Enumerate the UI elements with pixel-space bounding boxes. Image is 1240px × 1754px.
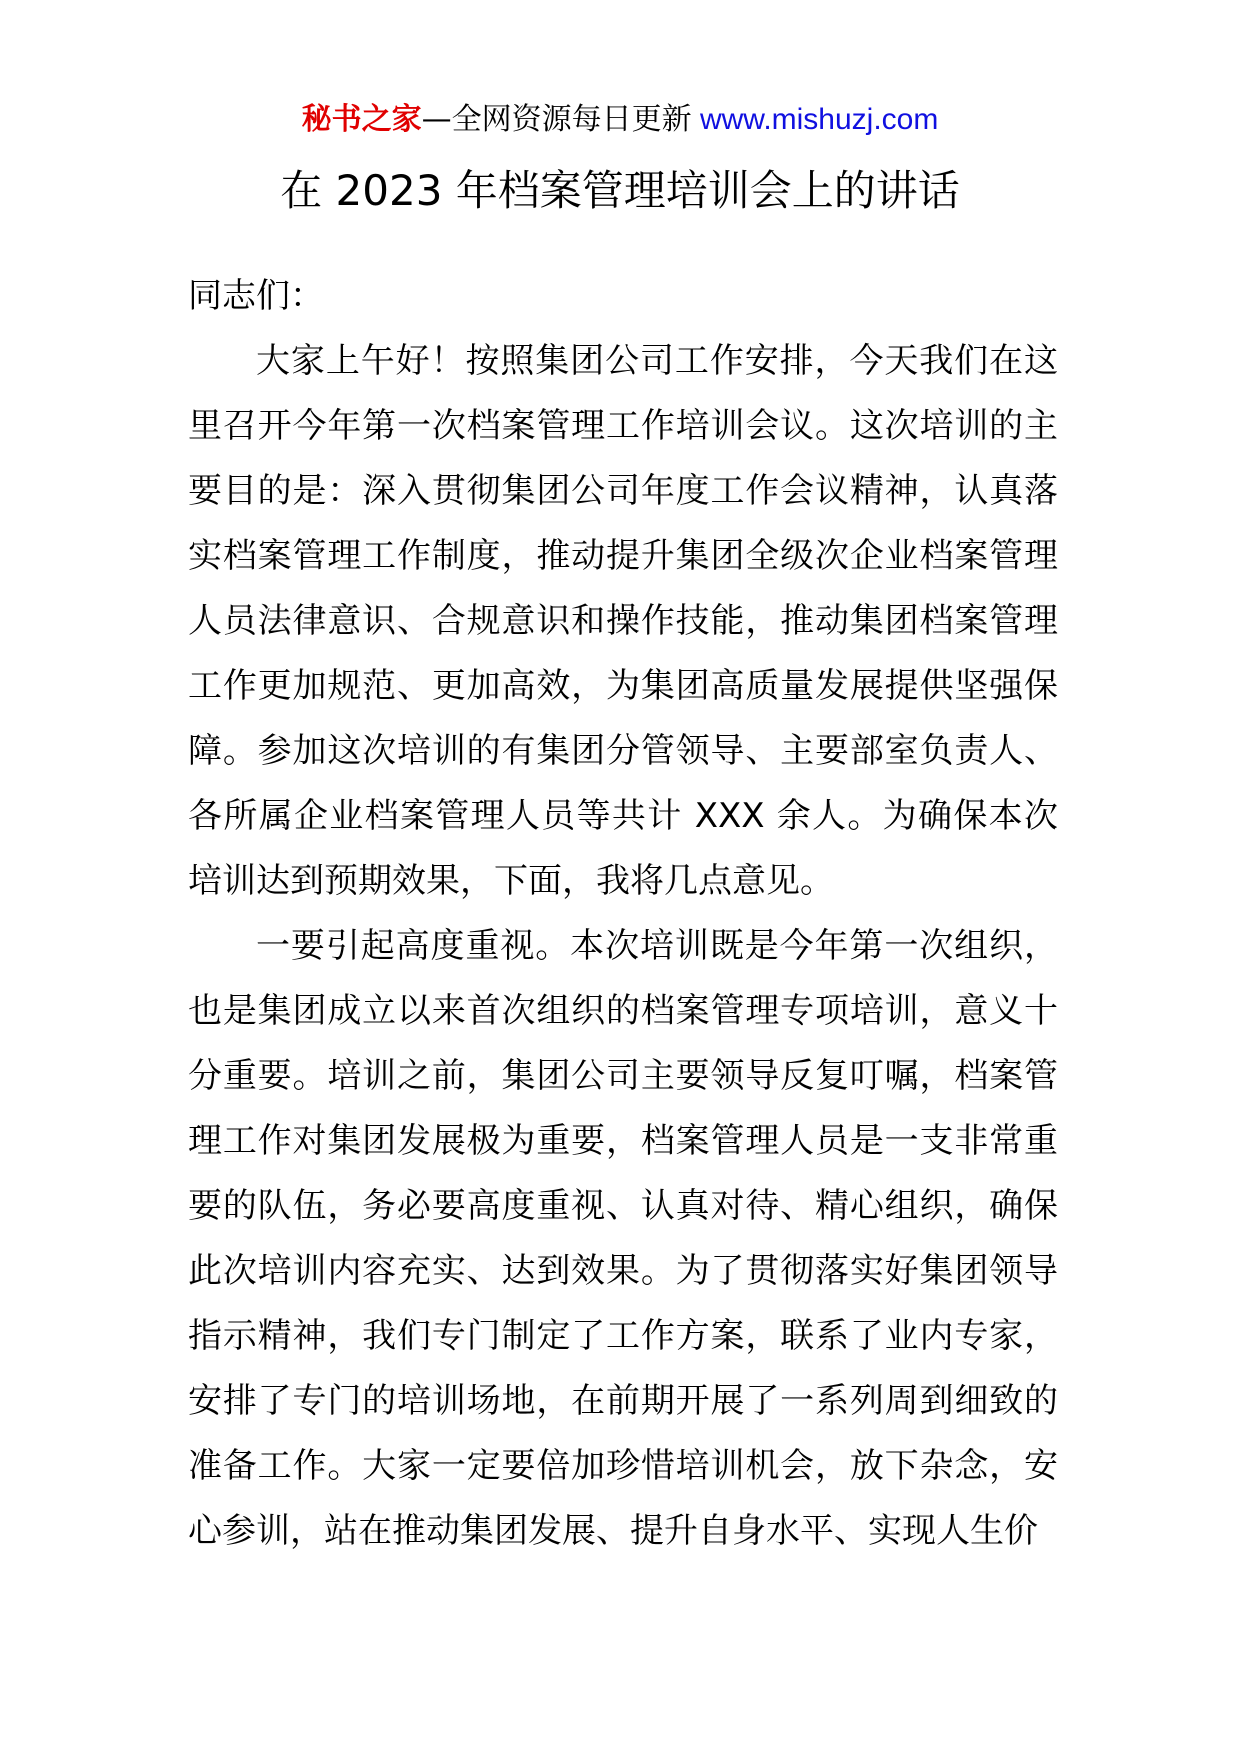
document-body (188, 264, 1058, 1564)
brand-name: 秘书之家 (301, 102, 422, 137)
paragraph: 一要引起高度重视。本次培训既是今年第一次组织，也是集团成立以来首次组织的档案管理专项培训，意义十分重要。培训之前，集团公司主要领导反复叮嘱，档案管理工作对集团发展极为重要，档案管理人员是一支非常重要的队伍，务必要高度重视、认真对待、精心组织，确保此次培训内容充实、达到效果。为了贯彻落实好集团领导指示精神，我们专门制定了工作方案，联系了业内专家，安排了专门的培训场地，在前期开展了一系列周到细致的准备工作。大家一定要倍加珍惜培训机会，放下杂念，安心参训，站在推动集团发展、提升自身水平、实现人生价 (188, 926, 1058, 1551)
greeting: 同志们： (188, 276, 324, 316)
site-url-link[interactable]: www.mishuzj.com (691, 103, 939, 136)
header-tagline: —全网资源每日更新 (421, 102, 692, 137)
document-title: 在 2023 年档案管理培训会上的讲话 (280, 166, 960, 215)
site-header (0, 100, 1240, 140)
paragraph: 大家上午好！按照集团公司工作安排，今天我们在这里召开今年第一次档案管理工作培训会议。这次培训的主要目的是：深入贯彻集团公司年度工作会议精神，认真落实档案管理工作制度，推动提升集团全级次企业档案管理人员法律意识、合规意识和操作技能，推动集团档案管理工作更加规范、更加高效，为集团高质量发展提供坚强保障。参加这次培训的有集团分管领导、主要部室负责人、各所属企业档案管理人员等共计 XXX 余人。为确保本次培训达到预期效果，下面，我将几点意见。 (188, 341, 1058, 901)
